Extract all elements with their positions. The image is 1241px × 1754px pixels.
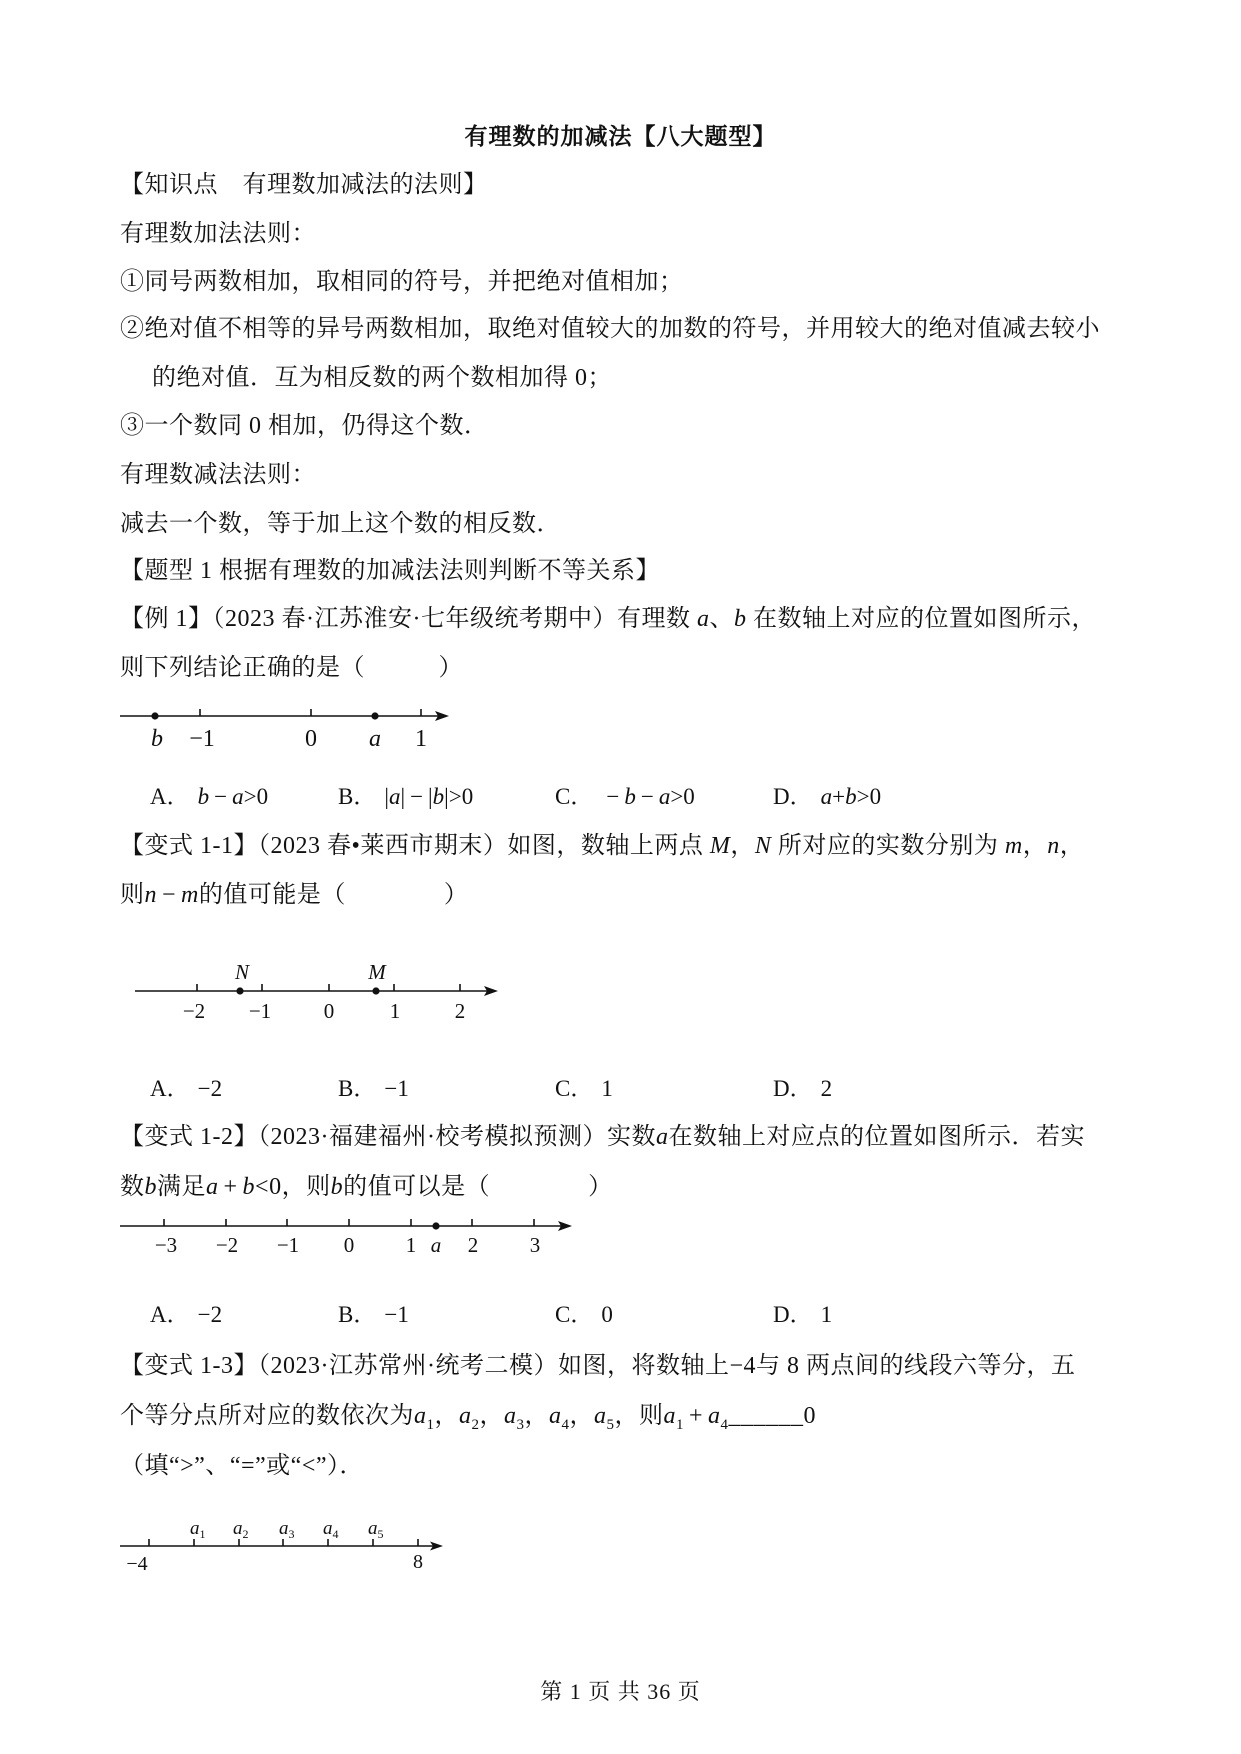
comparison: >0 bbox=[243, 784, 269, 809]
addition-rule-2: ②绝对值不相等的异号两数相加，取绝对值较大的加数的符号，并用较大的绝对值减去较小 bbox=[120, 316, 1100, 342]
knowledge-heading: 【知识点 有理数加减法的法则】 bbox=[120, 172, 488, 198]
text-segment: 满足 bbox=[157, 1174, 206, 1200]
text-segment: 0 bbox=[803, 1403, 817, 1429]
variant-1-1-option-a bbox=[150, 1073, 222, 1105]
variant-1-2-option-b bbox=[338, 1299, 409, 1331]
separator: ， bbox=[569, 1403, 594, 1429]
variable-b: b bbox=[197, 784, 210, 809]
variant-1-1-option-d bbox=[773, 1073, 832, 1105]
option-letter: D． bbox=[773, 1302, 813, 1327]
point-N bbox=[236, 987, 243, 994]
abs-bar: | bbox=[428, 784, 433, 809]
variant-1-2-question-line1 bbox=[120, 1121, 1085, 1153]
option-value: −2 bbox=[197, 1302, 223, 1327]
label-a: a bbox=[430, 1233, 442, 1257]
option-letter: A． bbox=[150, 1076, 190, 1101]
text-segment: 在数轴上对应点的位置如图所示．若实 bbox=[668, 1124, 1085, 1150]
label-minus-3: −3 bbox=[154, 1233, 178, 1257]
variable-a: a bbox=[549, 1403, 562, 1429]
variant-1-2-option-a bbox=[150, 1299, 222, 1331]
text-segment: 在数轴上对应的位置如图所示， bbox=[746, 606, 1096, 632]
option-value: 1 bbox=[820, 1302, 833, 1327]
variable-b: b bbox=[144, 1174, 157, 1200]
label-3: 3 bbox=[529, 1233, 541, 1257]
answer-blank: ______ bbox=[728, 1403, 804, 1429]
variable-b: b bbox=[242, 1174, 256, 1200]
option-letter: C． bbox=[555, 1076, 594, 1101]
addition-rule-1: ①同号两数相加，取相同的符号，并把绝对值相加； bbox=[120, 269, 684, 295]
variable-a: a bbox=[708, 1403, 721, 1429]
variable-a: a bbox=[696, 606, 710, 632]
text-segment: 则 bbox=[120, 882, 145, 908]
option-letter: B． bbox=[338, 1076, 377, 1101]
option-letter: A． bbox=[150, 784, 190, 809]
example1-option-d bbox=[773, 781, 881, 813]
subscript: 1 bbox=[676, 1417, 684, 1433]
comparison: >0 bbox=[856, 784, 882, 809]
variable-M: M bbox=[709, 833, 731, 859]
example1-option-a bbox=[150, 781, 268, 813]
variable-N: N bbox=[754, 833, 772, 859]
subscript: 4 bbox=[561, 1417, 570, 1433]
plus-sign: + bbox=[689, 1403, 704, 1429]
plus-sign: + bbox=[223, 1174, 238, 1200]
variant-1-3-question-line1: 【变式 1-3】（2023·江苏常州·统考二模）如图，将数轴上−4与 8 两点间的线段六等分，五 bbox=[120, 1353, 1076, 1379]
variable-a: a bbox=[206, 1174, 219, 1200]
variant-1-3-number-line bbox=[0, 1505, 620, 1580]
minus-sign: − bbox=[214, 784, 228, 809]
option-value: 1 bbox=[601, 1076, 613, 1101]
option-letter: A． bbox=[150, 1302, 190, 1327]
option-value: 2 bbox=[820, 1076, 833, 1101]
label-N: N bbox=[234, 960, 250, 984]
example1-question-line1 bbox=[120, 603, 1096, 635]
variable-a: a bbox=[658, 784, 671, 809]
variable-m: m bbox=[1004, 833, 1023, 859]
option-letter: B． bbox=[338, 1302, 377, 1327]
variable-a: a bbox=[414, 1403, 427, 1429]
point-M bbox=[372, 987, 379, 994]
text-segment: 、 bbox=[709, 606, 734, 632]
variable-n: n bbox=[1047, 833, 1060, 859]
label-a3: $a_3$ bbox=[279, 1518, 295, 1541]
variable-a: a bbox=[594, 1403, 607, 1429]
abs-bar: | bbox=[400, 784, 406, 809]
text-segment: 的值可能是（ ） bbox=[198, 882, 469, 908]
text-segment: 数 bbox=[120, 1174, 145, 1200]
text-segment: ， bbox=[1022, 833, 1048, 859]
subscript: 5 bbox=[606, 1417, 615, 1433]
label-minus-2: −2 bbox=[182, 999, 206, 1023]
comparison: >0 bbox=[670, 784, 695, 809]
label-end: 8 bbox=[413, 1551, 423, 1573]
page-footer: 第 1 页 共 36 页 bbox=[540, 1679, 701, 1704]
variant-1-3-question-line2 bbox=[120, 1400, 816, 1432]
separator: ， bbox=[479, 1403, 504, 1429]
label-a2: $a_2$ bbox=[233, 1518, 249, 1541]
minus-sign: − bbox=[606, 784, 620, 809]
variant-1-3-question-line3: （填“>”、“=”或“<”）． bbox=[120, 1453, 365, 1479]
label-start: −4 bbox=[126, 1553, 148, 1575]
variable-b: b bbox=[330, 1174, 344, 1200]
option-value: 0 bbox=[601, 1302, 613, 1327]
point-a bbox=[371, 712, 378, 719]
abs-bar: | bbox=[384, 784, 389, 809]
subtraction-rule-title: 有理数减法法则： bbox=[120, 462, 316, 488]
text-segment: 的值可以是（ ） bbox=[343, 1174, 613, 1200]
variant-1-1-option-b bbox=[338, 1073, 409, 1105]
variable-a: a bbox=[820, 784, 833, 809]
label-1: 1 bbox=[405, 1233, 417, 1257]
option-letter: C． bbox=[555, 1302, 594, 1327]
variant-1-1-question-line1 bbox=[120, 830, 1084, 862]
subscript: 2 bbox=[471, 1417, 480, 1433]
variant-1-1-option-c bbox=[555, 1073, 613, 1105]
variant-1-2-option-d bbox=[773, 1299, 832, 1331]
text-segment: ， bbox=[1059, 833, 1085, 859]
label-0: 0 bbox=[343, 1233, 355, 1257]
variant-1-2-question-line2 bbox=[120, 1171, 613, 1203]
label-minus-1: −1 bbox=[189, 726, 215, 752]
minus-sign: − bbox=[640, 784, 654, 809]
variable-a: a bbox=[663, 1403, 676, 1429]
label-a1: $a_1$ bbox=[190, 1518, 206, 1541]
option-letter: D． bbox=[773, 1076, 813, 1101]
subtraction-rule: 减去一个数，等于加上这个数的相反数． bbox=[120, 511, 561, 537]
variant-1-2-option-c bbox=[555, 1299, 613, 1331]
variable-b: b bbox=[845, 784, 857, 809]
label-a4: $a_4$ bbox=[323, 1518, 339, 1541]
option-letter: D． bbox=[773, 784, 813, 809]
label-minus-1: −1 bbox=[276, 1233, 300, 1257]
variable-b: b bbox=[733, 606, 747, 632]
label-minus-2: −2 bbox=[215, 1233, 239, 1257]
variable-n: n bbox=[144, 882, 157, 908]
separator: ， bbox=[524, 1403, 549, 1429]
addition-rule-title: 有理数加法法则： bbox=[120, 221, 316, 247]
subscript: 3 bbox=[516, 1417, 525, 1433]
text-segment: 【变式 1-1】（2023 春•莱西市期末）如图，数轴上两点 bbox=[120, 833, 710, 859]
variable-a: a bbox=[232, 784, 244, 809]
variant-1-1-number-line bbox=[0, 955, 620, 1030]
comparison: |>0 bbox=[444, 784, 474, 809]
label-M: M bbox=[368, 960, 386, 984]
variable-m: m bbox=[181, 882, 199, 908]
point-a bbox=[432, 1222, 439, 1229]
variable-a: a bbox=[459, 1403, 472, 1429]
text-segment: 个等分点所对应的数依次为 bbox=[120, 1403, 414, 1429]
text-segment: 【例 1】（2023 春·江苏淮安·七年级统考期中）有理数 bbox=[120, 606, 697, 632]
type1-heading: 【题型 1 根据有理数的加减法法则判断不等关系】 bbox=[120, 558, 660, 584]
label-a5: $a_5$ bbox=[368, 1518, 384, 1541]
variant-1-2-number-line bbox=[0, 1200, 620, 1260]
separator: ， bbox=[434, 1403, 459, 1429]
option-value: −2 bbox=[197, 1076, 223, 1101]
example1-option-b bbox=[338, 781, 473, 813]
minus-sign: − bbox=[410, 784, 424, 809]
minus-sign: − bbox=[162, 882, 177, 908]
label-minus-1: −1 bbox=[248, 999, 272, 1023]
option-value: −1 bbox=[384, 1302, 409, 1327]
variable-b: b bbox=[432, 784, 445, 809]
page-title: 有理数的加减法【八大题型】 bbox=[464, 124, 777, 150]
text-segment: ，则 bbox=[614, 1403, 664, 1429]
text-segment: 所对应的实数分别为 bbox=[771, 833, 1005, 859]
example1-number-line bbox=[0, 690, 620, 760]
addition-rule-2-continued: 的绝对值．互为相反数的两个数相加得 0； bbox=[152, 365, 612, 391]
variable-a: a bbox=[655, 1124, 669, 1150]
subscript: 1 bbox=[426, 1417, 435, 1433]
label-0: 0 bbox=[305, 726, 317, 752]
variant-1-1-question-line2 bbox=[120, 879, 468, 911]
label-1: 1 bbox=[389, 999, 401, 1023]
label-2: 2 bbox=[467, 1233, 479, 1257]
example1-option-c bbox=[555, 781, 695, 813]
option-letter: C． bbox=[555, 784, 594, 809]
variable-b: b bbox=[624, 784, 636, 809]
text-segment: ， bbox=[730, 833, 755, 859]
plus-sign: + bbox=[832, 784, 846, 809]
label-1: 1 bbox=[415, 726, 427, 752]
label-b: b bbox=[151, 726, 163, 752]
addition-rule-3: ③一个数同 0 相加，仍得这个数． bbox=[120, 413, 489, 439]
label-a: a bbox=[369, 726, 381, 752]
option-letter: B． bbox=[338, 784, 377, 809]
example1-question-line2: 则下列结论正确的是（ ） bbox=[120, 655, 463, 681]
subscript: 4 bbox=[720, 1417, 729, 1433]
text-segment: 【变式 1-2】（2023·福建福州·校考模拟预测）实数 bbox=[120, 1124, 656, 1150]
variable-a: a bbox=[504, 1403, 517, 1429]
option-value: −1 bbox=[384, 1076, 409, 1101]
label-2: 2 bbox=[454, 999, 466, 1023]
label-0: 0 bbox=[323, 999, 335, 1023]
point-b bbox=[151, 712, 158, 719]
variable-a: a bbox=[388, 784, 401, 809]
text-segment: <0，则 bbox=[255, 1174, 331, 1200]
